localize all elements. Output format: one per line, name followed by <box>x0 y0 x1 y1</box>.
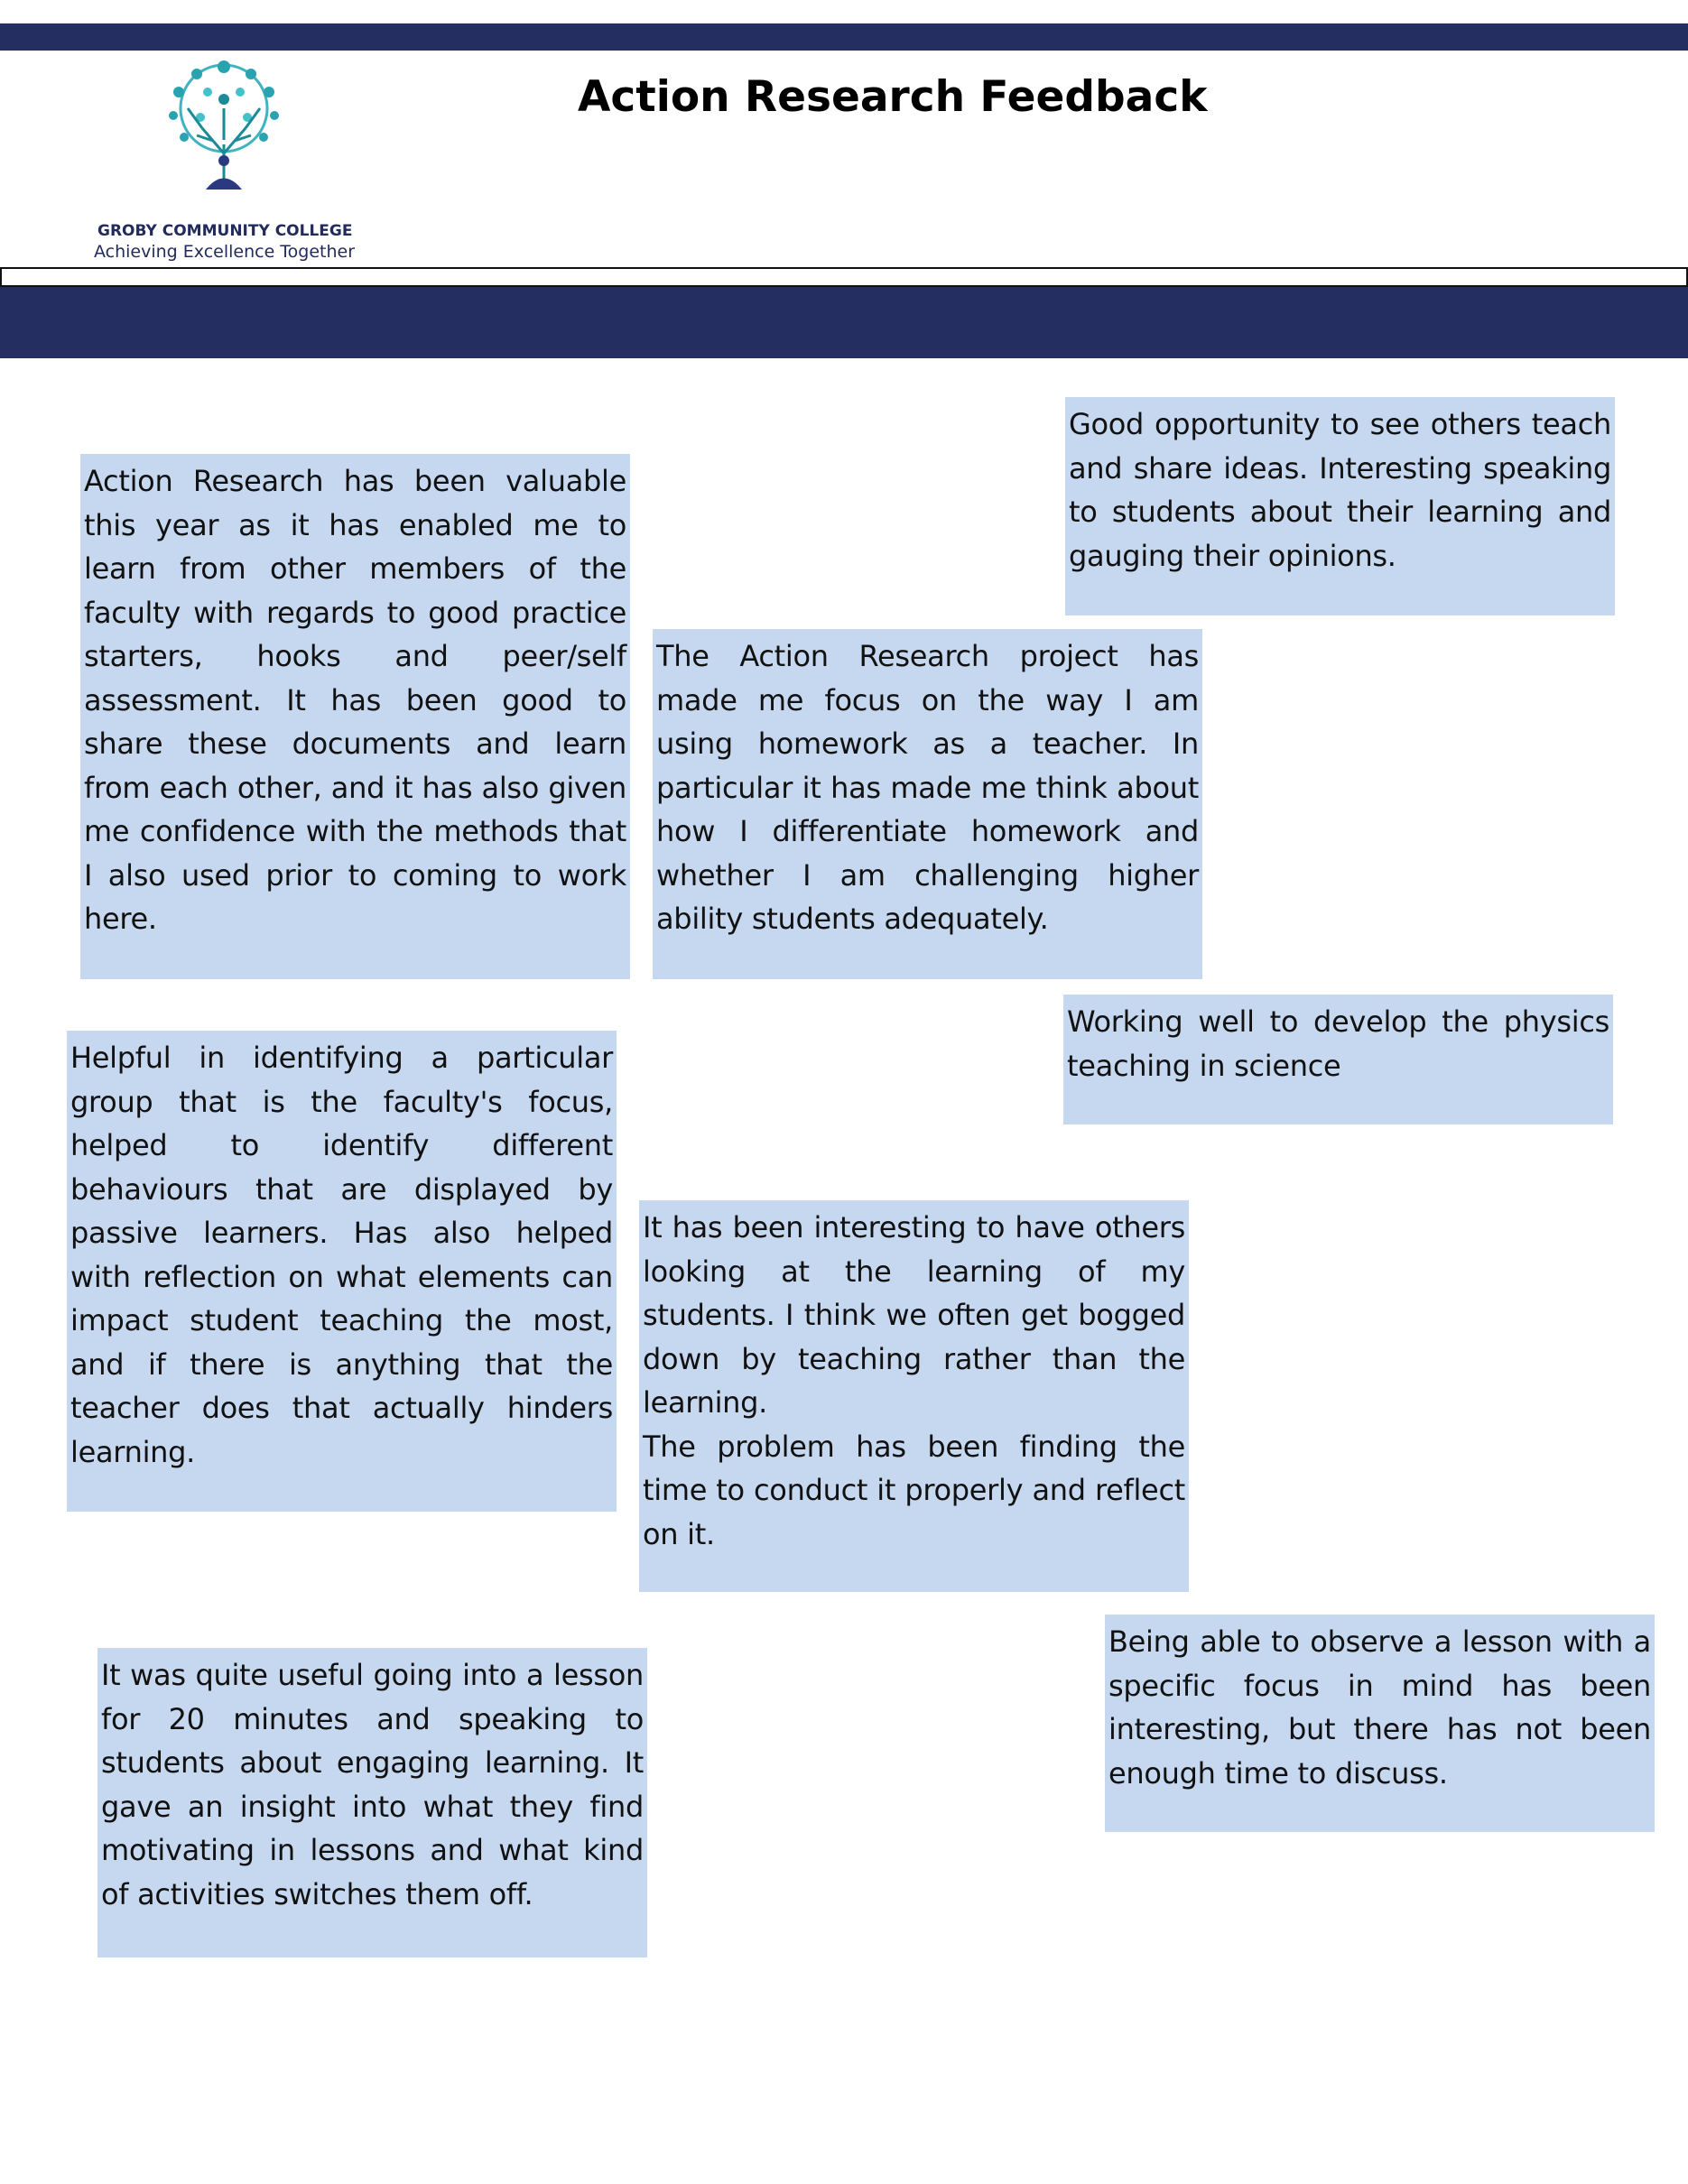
feedback-text: It has been interesting to have others looking at the learning of my students. I think we often get bogged down by teaching rather than the learning. The problem has been finding the time to conduct it properly and reflect on it. <box>643 1210 1185 1551</box>
tree-of-people-icon <box>143 54 305 217</box>
header-rule <box>0 267 1688 287</box>
feedback-text: Helpful in identifying a particular group that is the faculty's focus, helped to identify different behaviours that are displayed by passive learners. Has also helped with reflection on what elements can impact student teaching the most, and if there is anything that the teacher does that actually hinders learning. <box>70 1041 613 1469</box>
feedback-text: Working well to develop the physics teaching in science <box>1067 1004 1609 1083</box>
feedback-card-physics-teaching <box>1063 995 1613 1124</box>
feedback-card-good-opportunity <box>1065 397 1615 615</box>
feedback-card-valuable-this-year <box>80 454 630 979</box>
page-title: Action Research Feedback <box>578 72 1208 122</box>
feedback-card-twenty-minutes <box>97 1648 647 1957</box>
college-name: GROBY COMMUNITY COLLEGE <box>97 222 353 240</box>
feedback-card-others-looking <box>639 1200 1189 1592</box>
feedback-card-homework-focus <box>653 629 1202 979</box>
feedback-card-specific-focus <box>1105 1615 1655 1832</box>
feedback-text: Action Research has been valuable this year as it has enabled me to learn from other members of the faculty with regards to good practice starters, hooks and peer/self assessment. It has been good to share these documents and learn from each other, and it has also given me confidence with the methods that I also used prior to coming to work here. <box>84 464 626 936</box>
feedback-text: Good opportunity to see others teach and share ideas. Interesting speaking to students about their learning and gauging their opinions. <box>1069 407 1611 573</box>
feedback-text: The Action Research project has made me focus on the way I am using homework as a teacher. In particular it has made me think about how I differentiate homework and whether I am challenging higher ability students adequately. <box>656 639 1199 936</box>
feedback-text: Being able to observe a lesson with a specific focus in mind has been interesting, but there has not been enough time to discuss. <box>1108 1624 1651 1791</box>
college-logo <box>90 54 370 264</box>
feedback-text: It was quite useful going into a lesson for 20 minutes and speaking to students about engaging learning. It gave an insight into what they find motivating in lessons and what kind of activities switches them off. <box>101 1658 644 1911</box>
header-bottom-bar <box>0 287 1688 358</box>
feedback-card-passive-learners <box>67 1031 617 1512</box>
header-top-bar <box>0 23 1688 51</box>
college-tagline: Achieving Excellence Together <box>94 242 356 262</box>
